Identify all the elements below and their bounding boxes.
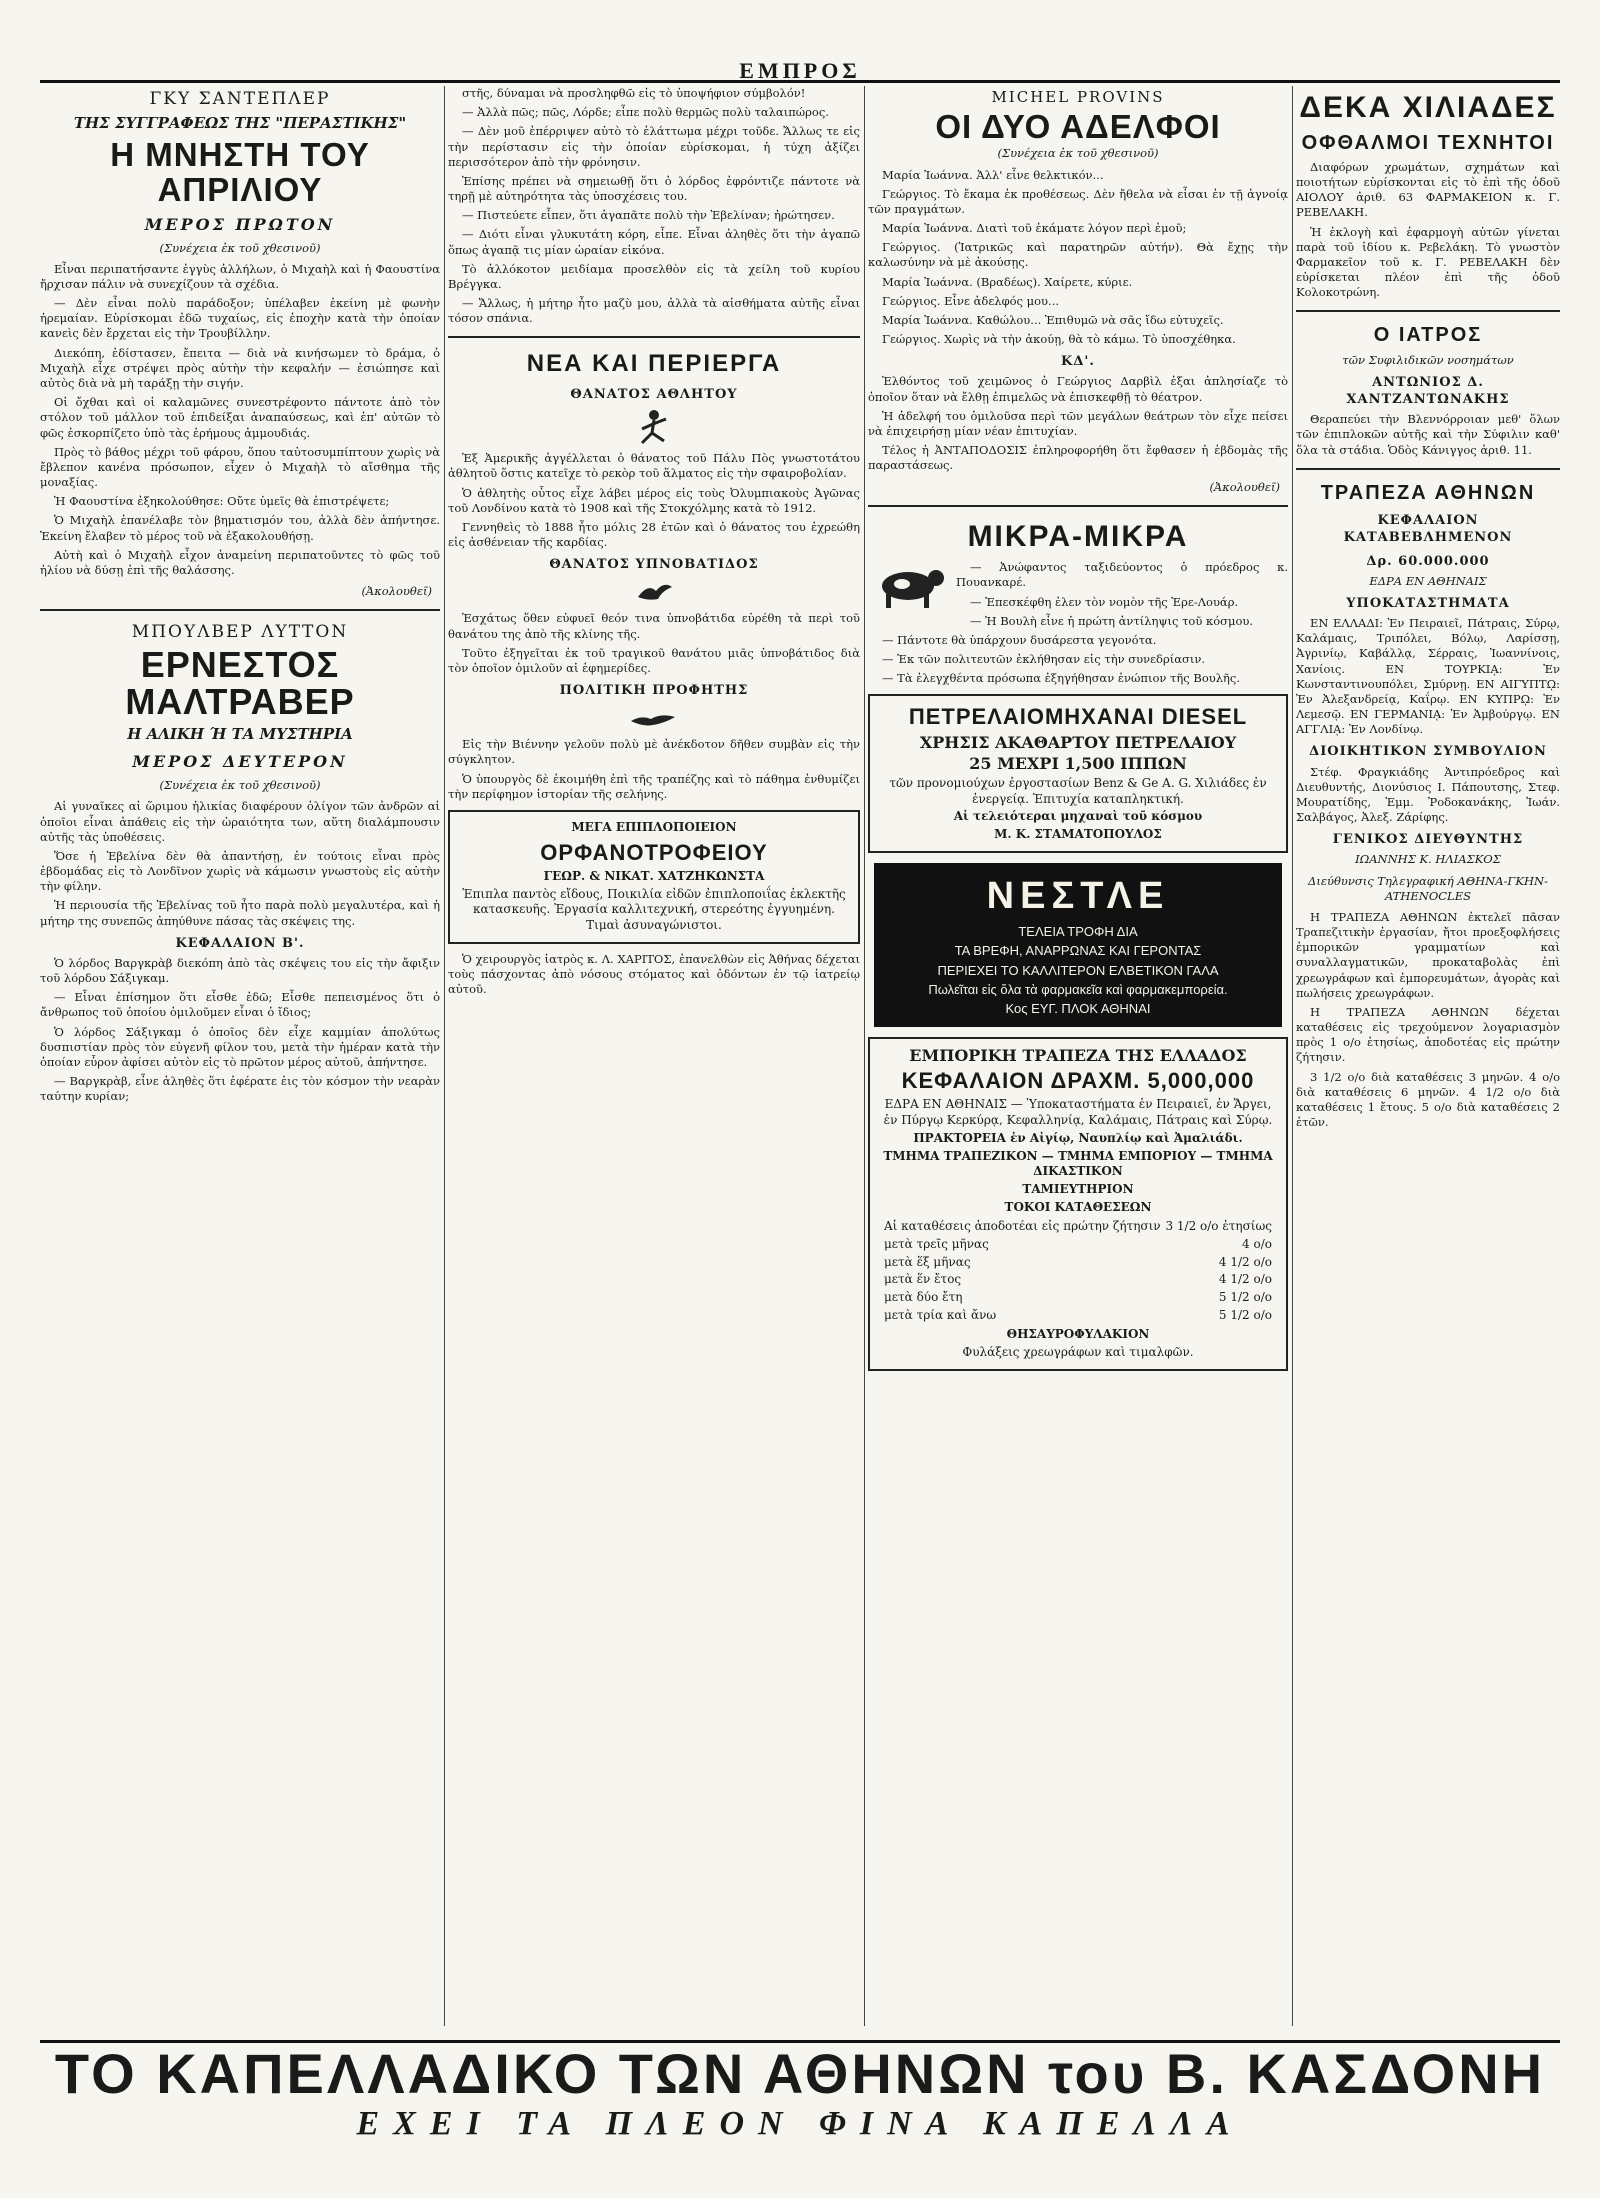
doctor-ad-name: ΑΝΤΩΝΙΟΣ Δ. ΧΑΝΤΖΑΝΤΩΝΑΚΗΣ <box>1346 375 1510 408</box>
column-rule <box>864 86 865 2026</box>
play-line: Ἐλθόντος τοῦ χειμῶνος ὁ Γεώργιος Δαρβὶλ ἐξαι ἀπλησίαζε τὸ ὁποῖον ὅταν νὰ ἔλθῃ ἐπιμελῶς νὰ ἐπισκεφθῇ τὸ θέατρον. <box>868 374 1288 404</box>
serial-paragraph: — Δὲν εἶναι πολὺ παράδοξον; ὑπέλαβεν ἐκείνη μὲ φωνὴν ἠρεμαίαν. Εὑρίσκομαι ἐδῶ τυχαίως, εἰς ἐποχὴν κατὰ τὴν ὁποίαν κανεὶς δὲν ἔρχεται εἰς τὴν Τρουβίλλην. <box>40 296 440 341</box>
play-line: Γεώργιος. (Ἰατρικῶς καὶ παρατηρῶν αὐτήν). Θὰ ἔχῃς τὴν καλωσύνην νὰ μὲ ἀκούσῃς. <box>868 240 1288 270</box>
serial-paragraph: Ἡ Φαουστίνα ἐξηκολούθησε: Οὔτε ὑμεῖς θὰ ἐπιστρέψετε; <box>54 494 390 509</box>
news-item-title: ΘΑΝΑΤΟΣ ΑΘΛΗΤΟΥ <box>570 387 738 403</box>
eyes-ad-text: Ἡ ἐκλογὴ καὶ ἐφαρμογὴ αὐτῶν γίνεται παρὰ τοῦ ἰδίου κ. Ρεβελάκη. Τὸ γνωστὸν Φαρμακεῖον τοῦ κ. Γ. ΡΕΒΕΛΑΚΗ δὲν εὑρίσκεται πλέον ἐπὶ τῆς ὁδοῦ Κολοκοτρώνη. <box>1296 224 1560 300</box>
ad-agent: Κος ΕΥΓ. ΠΛΟΚ ΑΘΗΝΑΙ <box>1005 1000 1151 1016</box>
vault-subtitle: Φυλάξεις χρεωγράφων καὶ τιμαλφῶν. <box>962 1344 1194 1359</box>
chapter-heading: ΚΕΦΑΛΑΙΟΝ Β'. <box>175 935 305 951</box>
bank-capital: ΚΕΦΑΛΑΙΟΝ ΔΡΑΧΜ. 5,000,000 <box>901 1068 1255 1094</box>
rates-title: ΤΟΚΟΙ ΚΑΤΑΘΕΣΕΩΝ <box>1004 1200 1152 1215</box>
eyes-ad-text: Διαφόρων χρωμάτων, σχημάτων καὶ ποιοτήτων εὑρίσκονται εἰς τὸ ἐπὶ τῆς ὁδοῦ ΑΙΟΛΟΥ ἀριθ. 63 ΦΑΡΜΑΚΕΙΟΝ κ. Γ. ΡΕΒΕΛΑΚΗ. <box>1296 159 1560 220</box>
play-line: Ἡ ἀδελφή του ὁμιλοῦσα περὶ τῶν μεγάλων θεάτρων τὸν εἶχε πείσει νὰ ἐπιχειρήσῃ μίαν νέαν ἐπιτυχίαν. <box>868 408 1288 438</box>
serial2-paragraph: — Εἶναι ἐπίσημον ὅτι εἶσθε ἐδῶ; Εἶσθε πεπεισμένος ὅτι ὁ ἄνθρωπος τοῦ ὁποίου ὁμιλοῦμεν εἶναι ὁ ἴδιος; <box>40 990 440 1020</box>
serial2-part: ΜΕΡΟΣ ΔΕΥΤΕΡΟΝ <box>132 752 348 772</box>
divider <box>448 336 860 338</box>
serial2-paragraph: — Βαργκρὰβ, εἶνε ἀληθὲς ὅτι ἐφέρατε ἐις τὸν κόσμον τὴν νεαρὰν ταύτην κυρίαν; <box>40 1074 440 1104</box>
mikra-item: — Ἐπεσκέφθη ἐλεν τὸν νομὸν τῆς Ἐρε-Λουάρ. <box>970 594 1239 609</box>
ad-text: Ἐπιπλα παντὸς εἴδους, Ποικιλία εἰδῶν ἐπιπλοποιΐας ἐκλεκτῆς κατασκευῆς. Ἐργασία καλλιτεχνική, στερεότης ἐγγυημένη. Τιμαὶ ἀσυναγώνιστοι. <box>462 886 846 933</box>
play-scene: ΚΔ'. <box>1061 354 1095 370</box>
news-paragraph: Ἐσχάτως ὅθεν εὐφυεῖ θεόν τινα ὑπνοβάτιδα εὑρέθη τὰ περὶ τοῦ θανάτου της ἀπὸ τῆς κλίνης τῆς. <box>448 611 860 641</box>
mikra-item: — Τὰ ἐλεγχθέντα πρόσωπα ἐξηγήθησαν ἐνώπιον τῆς Βουλῆς. <box>882 671 1241 686</box>
serial-note: (Συνέχεια ἐκ τοῦ χθεσινοῦ) <box>159 240 321 255</box>
divider <box>868 505 1288 507</box>
doctor-notice: Ὁ χειρουργὸς ἰατρὸς κ. Λ. ΧΑΡΙΤΟΣ, ἐπανελθὼν εἰς Ἀθήνας δέχεται τοὺς πάσχοντας ἀπὸ νόσους στόματος καὶ ὀδόντων ἐν τῷ ἰατρείῳ αὐτοῦ. <box>448 952 860 997</box>
news-paragraph: Ὁ ἀθλητὴς οὗτος εἶχε λάβει μέρος εἰς τοὺς Ὀλυμπιακοὺς Ἀγῶνας τοῦ Λονδίνου κατὰ τὸ 1908 καὶ τῆς Στοκχόλμης κατὰ τὸ 1912. <box>448 485 860 515</box>
news-section-title: ΝΕΑ ΚΑΙ ΠΕΡΙΕΡΓΑ <box>526 350 782 378</box>
nestle-brand: ΝΕΣΤΛΕ <box>986 875 1170 918</box>
telegram-address: Διεύθυνσις Τηλεγραφική ΑΘΗΝΑ-ΓΚΗΝ-ATHENOCLES <box>1308 873 1548 903</box>
nestle-advertisement <box>874 863 1282 1027</box>
ad-title: ΠΕΤΡΕΛΑΙΟΜΗΧΑΝΑΙ DIESEL <box>908 704 1248 730</box>
news-paragraph: Εἰς τὴν Βιέννην γελοῦν πολὺ μὲ ἀνέκδοτον δῆθεν συμβὰν εἰς τὴν σύγκλητον. <box>448 737 860 767</box>
serial-paragraph: Πρὸς τὸ βάθος μέχρι τοῦ φάρου, ὅπου ταὐτοσυμπίπτουν χωρὶς νὰ ἔβλεπον κανένα πρόσωπον, εἶχεν ὁ Μιχαὴλ τὸ αἴσθημα τῆς μοναξίας. <box>40 444 440 490</box>
ad-subtitle: ΓΕΩΡ. & ΝΙΚΑΤ. ΧΑΤΖΗΚΩΝΣΤΑ <box>543 868 765 883</box>
mikra-title: ΜΙΚΡΑ-ΜΙΚΡΑ <box>967 519 1189 553</box>
ad-horsepower: 25 ΜΕΧΡΙ 1,500 ΙΠΠΩΝ <box>969 753 1187 773</box>
board-text: Στέφ. Φραγκιάδης Ἀντιπρόεδρος καὶ Διευθυντής, Διονύσιος Ι. Πάπουτσης, Στεφ. Μουρατίδης, Ἐμμ. Ῥοδοκανάκης, Ἰωάν. Σαλβάγος, Ἀλεξ. Ζάρίφης. <box>1296 764 1560 825</box>
newspaper-columns <box>40 86 1560 2026</box>
lizard-illustration-icon <box>629 703 679 733</box>
bank-text: Η ΤΡΑΠΕΖΑ ΑΘΗΝΩΝ δέχεται καταθέσεις εἰς τρεχούμενον λογαριασμὸν πρὸς 1 ο/ο ἐτησίως, ἀποδοτέας εἰς πρώτην ζήτησιν. <box>1296 1004 1560 1065</box>
news-paragraph: Ἐξ Ἀμερικῆς ἀγγέλλεται ὁ θάνατος τοῦ Πάλυ Πὸς γνωστοτάτου ἀθλητοῦ ὅστις κατεῖχε τὸ ρεκὸρ τοῦ ἅλματος εἰς τὴν σφαιροβολίαν. <box>448 451 860 481</box>
furniture-advertisement <box>448 810 860 944</box>
eyes-ad-title: ΔΕΚΑ ΧΙΛΙΑΔΕΣ <box>1299 91 1557 124</box>
rates-row: μετὰ ἕν ἔτος 4 1/2 ο/ο <box>884 1272 1272 1287</box>
continued-note: (Ἀκολουθεῖ) <box>361 584 432 599</box>
serial-paragraph: Αὐτὴ καὶ ὁ Μιχαὴλ εἶχον ἀναμείνη περιπατοῦντες τὸ φῶς τοῦ ἡλίου νὰ δύσῃ ἐπὶ τῆς θαλάσσης. <box>40 547 440 577</box>
column-ads <box>1296 86 1560 2026</box>
ad-text: ΤΑ ΒΡΕΦΗ, ΑΝΑΡΡΩΝΑΣ ΚΑΙ ΓΕΡΟΝΤΑΣ <box>954 943 1202 959</box>
gm-name: ΙΩΑΝΝΗΣ Κ. ΗΛΙΑΣΚΟΣ <box>1355 852 1501 867</box>
serial-paragraph: — Διότι εἶναι γλυκυτάτη κόρη, εἶπε. Εἶναι ἀληθὲς ὅτι τὴν ἀγαπῶ ὅπως ἀγαπᾷ τις μίαν ὡραίαν εἰκόνα. <box>448 227 860 257</box>
doctor-ad-title: Ο ΙΑΤΡΟΣ <box>1373 324 1483 347</box>
ad-title: ΟΡΦΑΝΟΤΡΟΦΕΙΟΥ <box>540 839 768 865</box>
bank-title: ΕΜΠΟΡΙΚΗ ΤΡΑΠΕΖΑ ΤΗΣ ΕΛΛΑΔΟΣ <box>909 1045 1247 1065</box>
play-line: Μαρία Ἰωάννα. Διατὶ τοῦ ἐκάματε λόγον περὶ ἐμοῦ; <box>882 221 1187 236</box>
serial2-title: ΕΡΝΕΣΤΟΣ ΜΑΛΤΡΑΒΕΡ <box>125 643 355 723</box>
serial-paragraph: — Πιστεύετε εἶπεν, ὅτι ἀγαπᾶτε πολὺ τὴν Ἐβελίναν; ἠρώτησεν. <box>462 208 835 223</box>
serial-paragraph: Διεκόπη, ἐδίστασεν, ἔπειτα — διὰ νὰ κινήσωμεν τὸ δράμα, ὁ Μιχαὴλ εἶχε στρέψει πρὸς αὐτὴν τὴν κεφαλήν — ἐσιώπησε καὶ αὐτὸς διὰ νὰ μὴ ταράξῃ τὴν σιγήν. <box>40 345 440 390</box>
serial-paragraph: — Ἀλλὰ πῶς; πῶς, Λόρδε; εἶπε πολὺ θερμῶς πολὺ ταλαιπώρος. <box>462 105 829 120</box>
banner-line-2: ΕΧΕΙ ΤΑ ΠΛΕΟΝ ΦΙΝΑ ΚΑΠΕΛΛΑ <box>356 2104 1244 2142</box>
serial-paragraph: — Δὲν μοῦ ἐπέρριψεν αὐτὸ τὸ ἐλάττωμα μέχρι τοῦδε. Ἄλλως τε εἰς τὴν περίστασιν εἰς τὴν ὁποίαν εὑρίσκομαι, ἡ τύχη ἀξίζει περισσότερον ἀπὸ τὴν φρόνησιν. <box>448 124 860 169</box>
news-item-title: ΠΟΛΙΤΙΚΗ ΠΡΟΦΗΤΗΣ <box>559 683 749 699</box>
rates-row: μετὰ δύο ἔτη 5 1/2 ο/ο <box>884 1290 1272 1305</box>
rates-row: μετὰ ἕξ μῆνας 4 1/2 ο/ο <box>884 1254 1272 1269</box>
news-item-title: ΘΑΝΑΤΟΣ ΥΠΝΟΒΑΤΙΔΟΣ <box>549 557 759 573</box>
serial2-paragraph: Ὁ λόρδος Βαργκρὰβ διεκόπη ἀπὸ τὰς σκέψεις του εἰς τὴν ἄφιξιν τοῦ λόρδου Σάξιγκαμ. <box>40 955 440 986</box>
play-line: Μαρία Ἰωάννα. Καθώλου... Ἐπιθυμῶ νὰ σᾶς ἴδω εὐτυχεῖς. <box>882 312 1224 327</box>
serial2-paragraph: Ὅσε ἡ Ἐβελίνα δὲν θὰ ἀπαντήσῃ, ἐν τούτοις εἶναι πρὸς ἑβδομάδας εἰς τὸ Λονδῖνον χωρὶς νὰ κάμωσιν γνωστοὺς εἰς αὐτὴν τὴν φίλην. <box>40 848 440 894</box>
athens-bank-seat: ΕΔΡΑ ΕΝ ΑΘΗΝΑΙΣ <box>1369 573 1487 588</box>
branches-text: ΕΝ ΕΛΛΑΔΙ: Ἐν Πειραιεῖ, Πάτραις, Σύρῳ, Καλάμαις, Τριπόλει, Βόλῳ, Λαρίσσῃ, Ἀγρινίῳ, Καβάλλᾳ, Σέρραις, Ἰωαννίνοις, Χανίοις. ΕΝ ΤΟΥΡΚΙᾼ: Ἐν Κωνσταντινουπόλει, Σμύρνῃ. ΕΝ ΑΙΓΥΠΤῼ: Ἐν Ἀλεξανδρείᾳ, Καΐρῳ. ΕΝ ΚΥΠΡῼ: Ἐν Λεμεσῷ. ΕΝ ΓΕΡΜΑΝΙᾼ: Ἐν Ἀμβούργῳ. ΕΝ ΑΓΓΛΙᾼ: Ἐν Λονδίνῳ. <box>1296 616 1560 737</box>
serial2-subtitle: Η ΑΛΙΚΗ Ή ΤΑ ΜΥΣΤΗΡΙΑ <box>127 725 353 744</box>
rates-table <box>878 1218 1278 1325</box>
serial-paragraph: Οἱ ὄχθαι καὶ οἱ καλαμῶνες συνεστρέφοντο πάντοτε ἀπὸ τὸν στόλον τοῦ μάλλον τοῦ ἐπιδείξαι ἀναπαύσεως, καὶ ἐπ' αὐτῶν τὸ φῶς ἐσκορπίζετο ὑπὸ τὰς ἐρήμους ἀμμουδιάς. <box>40 395 440 440</box>
ad-text: ΤΕΛΕΙΑ ΤΡΟΦΗ ΔΙΑ <box>1018 924 1138 940</box>
board-title: ΔΙΟΙΚΗΤΙΚΟΝ ΣΥΜΒΟΥΛΙΟΝ <box>1309 744 1547 760</box>
branches-title: ΥΠΟΚΑΤΑΣΤΗΜΑΤΑ <box>1346 595 1510 611</box>
rates-row: Αἱ καταθέσεις ἀποδοτέαι εἰς πρώτην ζήτησιν 3 1/2 ο/ο ἐτησίως <box>884 1218 1272 1233</box>
athens-bank-capital: ΚΕΦΑΛΑΙΟΝ ΚΑΤΑΒΕΒΛΗΜΕΝΟΝ <box>1343 513 1513 546</box>
column-play-and-ads <box>868 86 1288 2026</box>
news-paragraph: Τοῦτο ἐξηγεῖται ἐκ τοῦ τραγικοῦ θανάτου μιᾶς ὑπνοβάτιδος διὰ τὸν ὁποῖον ὁμιλοῦν αἱ ἐφημερίδες. <box>448 645 860 675</box>
gm-title: ΓΕΝΙΚΟΣ ΔΙΕΥΘΥΝΤΗΣ <box>1332 832 1524 848</box>
bank-departments: ΤΜΗΜΑ ΤΡΑΠΕΖΙΚΟΝ — ΤΜΗΜΑ ΕΜΠΟΡΙΟΥ — ΤΜΗΜΑ ΔΙΚΑΣΤΙΚΟΝ <box>883 1148 1273 1179</box>
serial-paragraph: Ἐπίσης πρέπει νὰ σημειωθῇ ὅτι ὁ λόρδος ἐφρόντιζε πάντοτε νὰ τηρῇ μὲ αὐτηρότητα τὰς ὑποσχέσεις του. <box>448 173 860 204</box>
serial-paragraph: Ὁ Μιχαὴλ ἐπανέλαβε τὸν βηματισμόν του, ἀλλὰ δὲν ἀπήντησε. Ἐκείνη ἔλαβεν τὸ μέρος τοῦ νὰ ἐξακολουθήσῃ. <box>40 513 440 543</box>
divider <box>1296 468 1560 470</box>
serial-part: ΜΕΡΟΣ ΠΡΩΤΟΝ <box>144 214 336 234</box>
athens-bank-title: ΤΡΑΠΕΖΑ ΑΘΗΝΩΝ <box>1320 481 1536 504</box>
serial2-note: (Συνέχεια ἐκ τοῦ χθεσινοῦ) <box>159 778 321 793</box>
ad-heading: ΜΕΓΑ ΕΠΙΠΛΟΠΟΙΕΙΟΝ <box>571 819 737 834</box>
mikra-item: — Ἐκ τῶν πολιτευτῶν ἐκλήθησαν εἰς τὴν συνεδρίασιν. <box>882 652 1205 667</box>
banner-line-1: ΤΟ ΚΑΠΕΛΛΑΔΙΚΟ ΤΩΝ ΑΘΗΝΩΝ του Β. ΚΑΣΔΟΝΗ <box>54 2042 1546 2105</box>
hat-shop-banner <box>40 2040 1560 2153</box>
serial-title: Η ΜΝΗΣΤΗ ΤΟΥ ΑΠΡΙΛΙΟΥ <box>110 136 370 208</box>
ad-text: Πωλεῖται εἰς ὅλα τὰ φαρμακεῖα καὶ φαρμακεμπορεία. <box>928 981 1228 997</box>
news-paragraph: Γεννηθεὶς τὸ 1888 ἦτο μόλις 28 ἐτῶν καὶ ὁ θάνατος του ἐχρεώθη εἰς ἀσθένειαν τῆς καρδίας. <box>448 519 860 550</box>
serial-author: ΓΚΥ ΣΑΝΤΕΠΛΕΡ <box>149 89 331 109</box>
athens-bank-amount: Δρ. 60.000.000 <box>1366 553 1490 569</box>
play-line: Γεώργιος. Εἶνε ἀδελφός μου... <box>882 293 1060 308</box>
commercial-bank-advertisement <box>868 1037 1288 1371</box>
cow-illustration-icon <box>868 562 948 612</box>
serial-paragraph: Εἶναι περιπατήσαντε ἐγγὺς ἀλλήλων, ὁ Μιχαὴλ καὶ ἡ Φαουστίνα ἤρχισαν πάλιν νὰ συνεχίζουν τὰ σχέδια. <box>40 261 440 291</box>
ad-text: τῶν προνομιούχων ἐργοστασίων Benz & Ge A. G. Χιλιάδες ἐν ἐνεργείᾳ. Ἐπιτυχία καταπληκτική. <box>889 775 1267 806</box>
column-news <box>448 86 860 2026</box>
vault-title: ΘΗΣΑΥΡΟΦΥΛΑΚΙΟΝ <box>1006 1326 1150 1341</box>
rates-row: μετὰ τρεῖς μῆνας 4 ο/ο <box>884 1236 1272 1251</box>
rates-row: μετὰ τρία καὶ ἄνω 5 1/2 ο/ο <box>884 1308 1272 1323</box>
column-rule <box>1292 86 1293 2026</box>
masthead: ΕΜΠΡΟΣ <box>40 58 1560 83</box>
bank-savings: ΤΑΜΙΕΥΤΗΡΙΟΝ <box>1022 1182 1134 1197</box>
play-note: (Συνέχεια ἐκ τοῦ χθεσινοῦ) <box>997 146 1159 161</box>
bank-text: Η ΤΡΑΠΕΖΑ ΑΘΗΝΩΝ ἐκτελεῖ πᾶσαν Τραπεζιτικὴν ἐργασίαν, ἤτοι προεξοφλήσεις ἐμπορικῶν γραμματίων καὶ συναλλαγματικῶν, προκαταβολὰς ἐπὶ χρεωγράφων καὶ ἐμπορευμάτων, ἀγορὰς καὶ πωλήσεις χρεωγράφων. <box>1296 909 1560 1000</box>
ad-agent: Μ. Κ. ΣΤΑΜΑΤΟΠΟΥΛΟΣ <box>994 827 1162 842</box>
mikra-item: — Ἀνώφαντος ταξιδεύοντος ὁ πρόεδρος κ. Πουανκαρέ. <box>956 560 1288 590</box>
news-paragraph: Ὁ ὑπουργὸς δὲ ἐκοιμήθη ἐπὶ τῆς τραπέζης καὶ τὸ πάθημα ἐνθυμίζει τὴν περίφημον ἱστορίαν τῆς σελήνης. <box>448 771 860 801</box>
eyes-ad-subtitle: ΟΦΘΑΛΜΟΙ ΤΕΧΝΗΤΟΙ <box>1301 131 1555 154</box>
play-line: Γεώργιος. Τὸ ἔκαμα ἐκ προθέσεως. Δὲν ἤθελα νὰ εἶσαι ἐν τῇ ἀγνοίᾳ τῶν πραγμάτων. <box>868 186 1288 216</box>
play-line: Μαρία Ἰωάννα. (Βραδέως). Χαίρετε, κύριε. <box>882 274 1133 289</box>
play-author: MICHEL PROVINS <box>991 88 1165 106</box>
column-rule <box>444 86 445 2026</box>
serial2-paragraph: Αἱ γυναῖκες αἱ ὥριμου ἡλικίας διαφέρουν ὀλίγον τῶν ἀνδρῶν αἱ ὁποῖοι εἶναι ἀπάθεις εἰς τὴν ὡραιότητα των, αὕτη διαλάμπουσιν αὐτῆς τὰς ὑποθέσεις. <box>40 799 440 844</box>
serial2-author: ΜΠΟΥΛΒΕΡ ΛΥΤΤΟΝ <box>131 622 349 643</box>
serial-translator: ΤΗΣ ΣΥΓΓΡΑΦΕΩΣ ΤΗΣ "ΠΕΡΑΣΤΙΚΗΣ" <box>73 114 407 133</box>
serial-paragraph: — Ἄλλως, ἡ μήτηρ ἦτο μαζὺ μου, ἀλλὰ τὰ αἰσθήματα αὐτῆς εἶναι τόσον σπάνια. <box>448 296 860 326</box>
play-title: ΟΙ ΔΥΟ ΑΔΕΛΦΟΙ <box>935 107 1221 145</box>
diesel-engine-advertisement <box>868 694 1288 853</box>
play-line: Γεώργιος. Χωρὶς νὰ τὴν ἀκούῃ, θὰ τὸ κάμω. Τὸ ὑποσχέθηκα. <box>882 332 1236 347</box>
bank-agencies: ΠΡΑΚΤΟΡΕΙΑ ἐν Αἰγίῳ, Ναυπλίῳ καὶ Ἀμαλιάδι. <box>913 1130 1243 1145</box>
mikra-item: — Πάντοτε θὰ ὑπάρχουν δυσάρεστα γεγονότα. <box>882 632 1157 647</box>
column-serial-stories <box>40 86 440 2026</box>
continued-note: (Ἀκολουθεῖ) <box>1209 479 1280 494</box>
serial-paragraph: Τὸ ἀλλόκοτον μειδίαμα προσελθὸν εἰς τὰ χείλη τοῦ κυρίου Βρέγγκα. <box>448 261 860 291</box>
ad-subtitle: ΧΡΗΣΙΣ ΑΚΑΘΑΡΤΟΥ ΠΕΤΡΕΛΑΙΟΥ <box>919 732 1237 752</box>
play-line: Μαρία Ἰωάννα. Ἀλλ' εἶνε θελκτικόν... <box>882 167 1104 182</box>
ad-text: Αἱ τελειότεραι μηχαναὶ τοῦ κόσμου <box>953 809 1203 824</box>
serial2-paragraph: Ὁ λόρδος Σάξιγκαμ ὁ ὁποῖος δὲν εἶχε καμμίαν ἀπολύτως δυσπιστίαν πρὸς τὸν εὐγενῆ φίλον του, μετὰ τὴν ἡμέραν κατὰ τὴν ὁποίαν εὗρον ἀφίσει αὐτὸν εἰς τὸ πρῶτον μέρος αὐτοῦ, ἀπήντησε. <box>40 1024 440 1069</box>
play-line: Τέλος ἡ ἈΝΤΑΠΟΔΟΣΙΣ ἐπληροφορήθη ὅτι ἔφθασεν ἡ ἑβδομὰς τῆς παραστάσεως. <box>868 443 1288 473</box>
doctor-ad-text: Θεραπεύει τὴν Βλεννόρροιαν μεθ' ὅλων τῶν ἐπιπλοκῶν αὐτῆς καὶ τὴν Σύφιλιν καθ' ὅλα τὰ στάδια. Ὁδὸς Κάνιγγος ἀριθ. 11. <box>1296 412 1560 457</box>
bird-illustration-icon <box>634 577 674 607</box>
runner-illustration-icon <box>624 407 684 447</box>
divider <box>1296 310 1560 312</box>
bank-rates: 3 1/2 ο/ο διὰ καταθέσεις 3 μηνῶν. 4 ο/ο διὰ καταθέσεις 6 μηνῶν. 4 1/2 ο/ο διὰ καταθέσεις 1 ἔτους. 5 ο/ο διὰ καταθέσεις 2 ἐτῶν. <box>1296 1069 1560 1130</box>
divider <box>40 609 440 611</box>
bank-seat: ΕΔΡΑ ΕΝ ΑΘΗΝΑΙΣ — Ὑποκαταστήματα ἐν Πειραιεῖ, ἐν Ἄργει, ἐν Πύργῳ Κερκύρᾳ, Κεφαλληνίᾳ, Καλάμαις, Πάτραις καὶ Σύρῳ. <box>883 1097 1273 1127</box>
doctor-ad-subtitle: τῶν Συφιλιδικῶν νοσημάτων <box>1342 352 1514 367</box>
ad-text: ΠΕΡΙΕΧΕΙ ΤΟ ΚΑΛΛΙΤΕΡΟΝ ΕΛΒΕΤΙΚΟΝ ΓΑΛΑ <box>937 962 1219 978</box>
serial2-paragraph: Ἡ περιουσία τῆς Ἐβελίνας τοῦ ἦτο παρὰ πολὺ μεγαλυτέρα, καὶ ἡ μήτηρ της συνεπῶς ἀπηύθυνε πάσας τὰς σκέψεις της. <box>40 898 440 928</box>
serial-paragraph: στῆς, δύναμαι νὰ προσληφθῶ εἰς τὸ ὑποψήφιον σύμβολόν! <box>462 86 806 100</box>
mikra-item: — Ἡ Βουλὴ εἶνε ἡ πρώτη ἀντίληψις τοῦ κόσμου. <box>970 613 1254 628</box>
